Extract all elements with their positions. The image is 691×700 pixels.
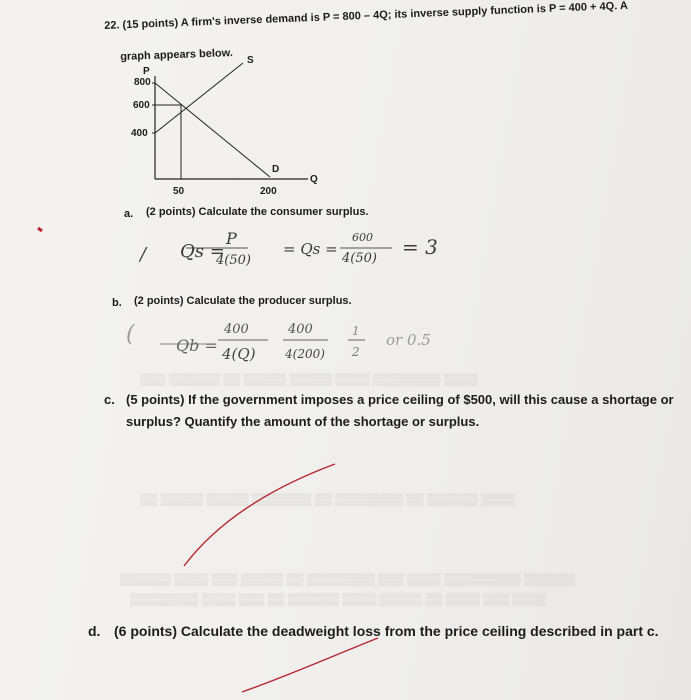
bleed-through-text: ▒▒ ▒▒▒▒▒ ▒▒▒▒▒ ▒▒▒▒▒▒▒ ▒▒ ▒▒▒▒▒▒▒▒ ▒▒ ▒▒▒▒▒▒ ▒▒▒▒ [140,492,516,506]
red-pen-mark [242,638,378,692]
question-stem-continued: graph appears below. [120,47,234,63]
handwritten-work: 2 [352,345,360,359]
handwritten-answer: or 0.5 [386,331,431,349]
part-c-text: (5 points) If the government imposes a price ceiling of $500, will this cause a shortage or [126,392,674,407]
quantity-axis-label: Q [310,174,318,185]
y-tick-label: 400 [131,128,148,139]
handwritten-work: 400 [224,322,249,337]
handwritten-work: = Qs = [283,240,338,258]
bleed-through-text: ▒▒▒▒▒▒▒▒ ▒▒▒▒ ▒▒▒ ▒▒ ▒▒▒▒▒▒ ▒▒▒▒ ▒▒▒▒▒ ▒▒ ▒▒▒▒ ▒▒▒ ▒▒▒▒ [130,592,546,606]
part-a-label: a. [124,208,134,220]
handwritten-work: 4(50) [342,251,377,266]
y-tick-label: 600 [133,100,150,111]
handwritten-work: Qs = [180,241,225,262]
handwritten-work: P [226,229,237,248]
part-a-text: (2 points) Calculate the consumer surplus. [146,206,369,218]
part-d-label: d. [88,623,101,639]
red-pen-mark [184,464,335,566]
handwritten-work: 4(200) [285,347,325,361]
handwritten-mark: / [140,244,147,265]
handwritten-answer: = 3 [402,235,438,259]
part-c-label: c. [104,392,115,407]
demand-curve [155,83,270,177]
supply-label: S [247,55,254,66]
handwritten-work: 4(50) [216,253,251,268]
handwritten-mark: ( [126,322,135,347]
y-tick-label: 800 [134,77,151,88]
question-stem: 22. (15 points) A firm's inverse demand is P = 800 – 4Q; its inverse supply function is P = 400 + 4Q. A [104,0,629,32]
supply-curve [155,63,243,133]
handwritten-work: 4(Q) [222,345,256,363]
handwritten-work: 1 [352,324,360,338]
part-c-text-continued: surplus? Quantify the amount of the shortage or surplus. [126,414,480,429]
part-b-label: b. [112,297,122,309]
demand-label: D [272,164,280,175]
x-tick-label: 200 [260,186,277,197]
handwritten-work: 600 [352,231,373,244]
part-d-text: (6 points) Calculate the deadweight loss from the price ceiling described in part c. [114,623,659,639]
bleed-through-text: ▒▒▒▒▒▒ ▒▒▒▒ ▒▒▒ ▒▒▒▒▒ ▒▒ ▒▒▒▒▒▒▒▒ ▒▒▒ ▒▒▒▒ ▒▒▒▒▒▒▒▒▒ ▒▒▒▒▒▒ [120,572,576,586]
handwritten-work: Qb = [176,336,218,355]
x-tick-label: 50 [173,186,185,197]
price-axis-label: P [143,66,150,77]
handwritten-work: 400 [288,322,313,337]
red-pen-dot [38,228,42,231]
bleed-through-text: ▒▒▒ ▒▒▒▒▒▒ ▒▒ ▒▒▒▒▒ ▒▒▒▒▒ ▒▒▒▒ ▒▒▒▒▒▒▒▒ ▒▒▒▒ [140,372,478,386]
part-b-text: (2 points) Calculate the producer surplus. [134,295,352,307]
